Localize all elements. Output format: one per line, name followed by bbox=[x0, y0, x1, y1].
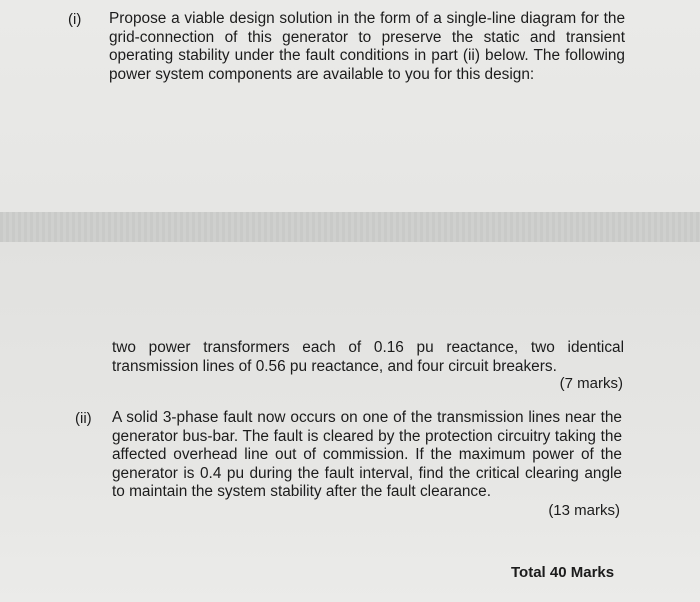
question-i-components: two power transformers each of 0.16 pu reactance, two identical transmission lines of 0.56 pu reactance, and four circuit breakers. bbox=[112, 339, 624, 375]
question-number-i: (i) bbox=[68, 11, 82, 28]
question-ii-text: A solid 3-phase fault now occurs on one of the transmission lines near the generator bus-bar. The fault is cleared by the protection circuitry taking the affected overhead line out of commission. If the maximum power of the generator is 0.4 pu during the fault interval, find the critical clearing angle to maintain the system stability after the fault clearance. bbox=[112, 409, 622, 501]
question-number-ii: (ii) bbox=[75, 410, 92, 427]
question-i-marks: (7 marks) bbox=[559, 375, 623, 392]
question-ii-marks: (13 marks) bbox=[548, 502, 620, 519]
scanned-gray-band bbox=[0, 212, 700, 242]
total-marks: Total 40 Marks bbox=[511, 564, 615, 581]
question-i-text: Propose a viable design solution in the form of a single-line diagram for the grid-connection of this generator to preserve the static and transient operating stability under the fault conditions in part (ii) below. The following power system components are available to you for this design: bbox=[109, 10, 625, 83]
